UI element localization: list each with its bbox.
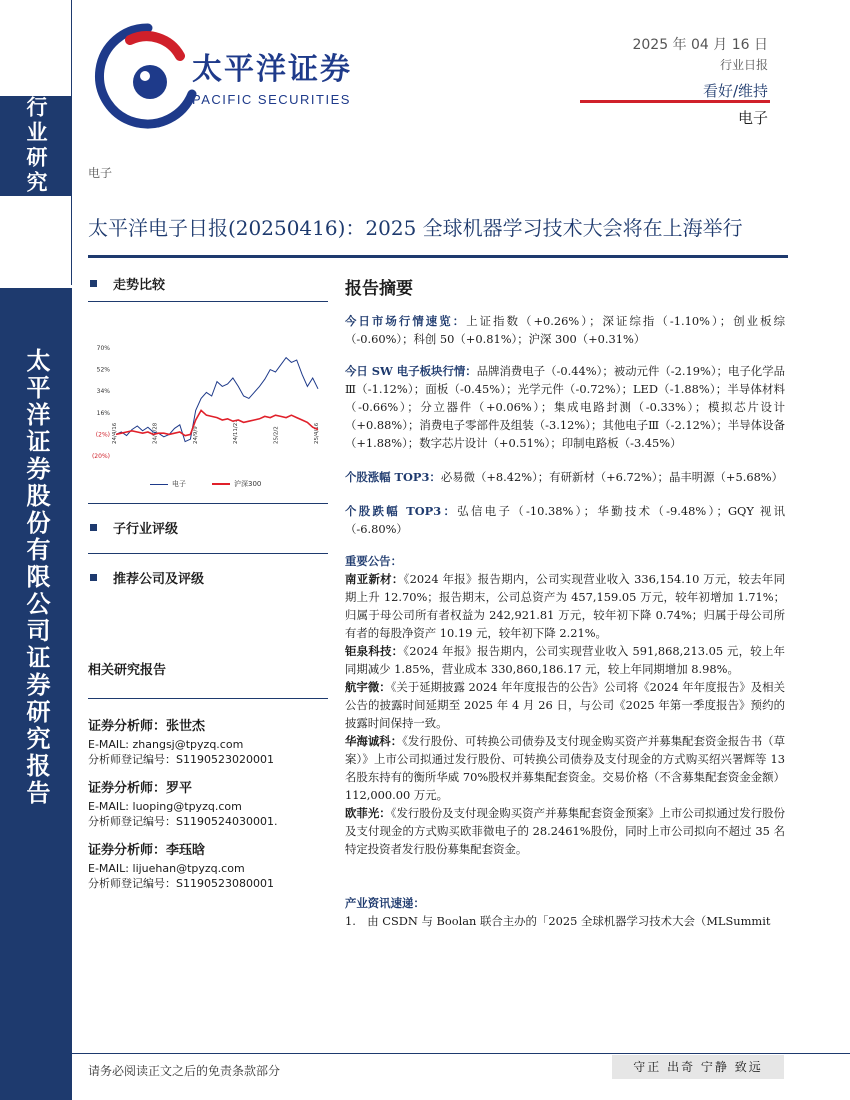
analyst-block: [88, 841, 328, 891]
legend-electronics: 电子: [172, 480, 186, 488]
news-heading: 产业资讯速递：: [345, 896, 425, 910]
report-date: 2025 年 04 月 16 日: [632, 37, 768, 53]
x-tick-label: 24/6/28: [152, 422, 159, 444]
trend-section-heading: [88, 274, 328, 293]
company-rating-heading: 推荐公司及评级: [88, 568, 328, 587]
sidebar-bottom-label: 太平洋证券股份有限公司证券研究报告: [22, 348, 51, 807]
analyst-registration: 分析师登记编号：S1190523080001: [88, 877, 274, 890]
announcements-heading: 重要公告：: [345, 554, 402, 568]
sw-sector-overview: 今日 SW 电子板块行情：品牌消费电子（-0.44%）；被动元件（-2.19%）；电子化学品Ⅲ（-1.12%）；面板（-0.45%）；光学元件（-0.72%）；LED（-1.88%）；半导体材料（-0.66%）；分立器件（+0.06%）；集成电路封测（-0.33%）；模拟芯片设计（+0.88%）；消费电子零部件及组装（-3.12%）；其他电子Ⅲ（-2.12%）；半导体设备（+1.88%）；数字芯片设计（+0.51%）；印制电路板（-3.45%）: [345, 364, 785, 450]
analyst-name: 证券分析师：张世杰: [88, 719, 206, 734]
y-tick-label: 34%: [96, 388, 110, 396]
analyst-block: [88, 717, 328, 767]
footer-disclaimer: 请务必阅读正文之后的免责条款部分: [88, 1064, 281, 1078]
news-item: 1. 由 CSDN 与 Boolan 联合主办的「2025 全球机器学习技术大会（MLSummit: [345, 914, 771, 928]
analyst-block: [88, 779, 328, 829]
trend-title: 走势比较: [113, 278, 166, 293]
announcement-item: 华海诚科：《发行股份、可转换公司债券及支付现金购买资产并募集配套资金报告书（草案）》上市公司拟通过发行股份、可转换公司债券及支付现金的方式购买绍兴署辉等 13 名股东持有的衡所华威 70%股权并募集配套资金。交易价格（不含募集配套资金金额）112,000.00 万元。: [345, 734, 785, 802]
footer-rule: [72, 1053, 850, 1054]
sidebar: [0, 0, 72, 1100]
y-tick-label: 70%: [96, 345, 110, 352]
report-title: 太平洋电子日报(20250416)：2025 全球机器学习技术大会将在上海举行: [88, 216, 743, 240]
industry-rating-heading: 子行业评级: [88, 518, 328, 537]
header-red-rule: [580, 100, 770, 103]
chart-legend: [150, 479, 328, 489]
sidebar-top-label: 行业研究: [0, 96, 72, 196]
analyst-email: E-MAIL: zhangsj@tpyzq.com: [88, 738, 244, 751]
company-logo: [92, 20, 372, 132]
analyst-registration: 分析师登记编号：S1190524030001.: [88, 815, 278, 828]
x-tick-label: 25/2/2: [273, 426, 280, 444]
x-tick-label: 24/4/16: [112, 422, 118, 444]
logo-emblem-icon: [92, 20, 204, 132]
x-tick-label: 24/11/21: [233, 419, 240, 444]
bullet-square-icon: [90, 280, 97, 287]
y-tick-label: (20%): [91, 453, 110, 460]
announcement-item: 航宇微：《关于延期披露 2024 年年度报告的公告》公司将《2024 年年度报告》及相关公告的披露时间延期至 2025 年 4 月 26 日，与公司《2025 年第一季度报告》预约的披露时间保持一致。: [345, 680, 785, 730]
left-column: [88, 270, 328, 891]
summary-heading: 报告摘要: [345, 279, 413, 299]
top-gainers: 个股涨幅 TOP3：必易微（+8.42%）；有研新材（+6.72%）；晶丰明源（+5.68%）: [345, 470, 784, 484]
section-divider: [88, 301, 328, 302]
sidebar-bottom: [0, 288, 72, 1100]
x-tick-label: 25/4/16: [314, 422, 320, 444]
announcement-item: 欧菲光：《发行股份及支付现金购买资产并募集配套资金预案》上市公司拟通过发行股份及支付现金的方式购买欧菲微电子的 28.2461%股份，同时上市公司拟向不超过 35 名特定投资者发行股份募集配套资金。: [345, 806, 785, 856]
bullet-square-icon: [90, 574, 97, 581]
logo-name-cn: 太平洋证券: [192, 52, 352, 87]
sector-label-left: 电子: [88, 166, 113, 180]
announcement-item: 钜泉科技：《2024 年报》报告期内，公司实现营业收入 591,868,213.05 元，较上年同期减少 1.85%，营业成本 330,860,186.17 元，较上年同期增加 8.98%。: [345, 644, 785, 676]
analyst-registration: 分析师登记编号：S1190523020001: [88, 753, 274, 766]
summary-column: [345, 280, 785, 930]
y-tick-label: 16%: [96, 409, 110, 417]
series-line-electronics: [116, 358, 318, 442]
analyst-name: 证券分析师：李珏晗: [88, 843, 206, 858]
logo-name-en: PACIFIC SECURITIES: [192, 92, 351, 107]
sector-label-right: 电子: [737, 109, 768, 127]
footer-motto: 守正 出奇 宁静 致远: [612, 1055, 784, 1079]
y-tick-label: 52%: [96, 366, 110, 374]
top-losers: 个股跌幅 TOP3：弘信电子（-10.38%）；华勤技术（-9.48%）；GQY 视讯（-6.80%）: [345, 504, 786, 536]
announcement-item: 南亚新材：《2024 年报》报告期内，公司实现营业收入 336,154.10 万元，较去年同期上升 12.70%；报告期末，公司总资产为 457,159.05 万元，较年初增加 1.71%；归属于母公司所有者权益为 242,921.81 万元，较年初下降 0.74%；归属于母公司所有者的每股净资产 10.19 元，较年初下降 2.21%。: [345, 572, 785, 640]
analyst-email: E-MAIL: lijuehan@tpyzq.com: [88, 862, 245, 875]
bullet-square-icon: [90, 524, 97, 531]
legend-csi300: 沪深300: [234, 480, 262, 488]
related-reports-heading: 相关研究报告: [88, 663, 167, 678]
analyst-name: 证券分析师：罗平: [88, 781, 193, 796]
title-rule: [88, 255, 788, 258]
series-line-csi300: [116, 410, 318, 435]
y-tick-label: (2%): [95, 431, 110, 439]
x-tick-label: 24/9/9: [192, 426, 199, 444]
report-type: 行业日报: [719, 58, 768, 72]
trend-chart: [88, 306, 328, 471]
analyst-email: E-MAIL: luoping@tpyzq.com: [88, 800, 242, 813]
market-overview: 今日市场行情速览：上证指数（+0.26%）；深证综指（-1.10%）；创业板综（-0.60%）；科创 50（+0.81%）；沪深 300（+0.31%）: [345, 314, 785, 346]
industry-rating: 看好/维持: [702, 82, 768, 100]
